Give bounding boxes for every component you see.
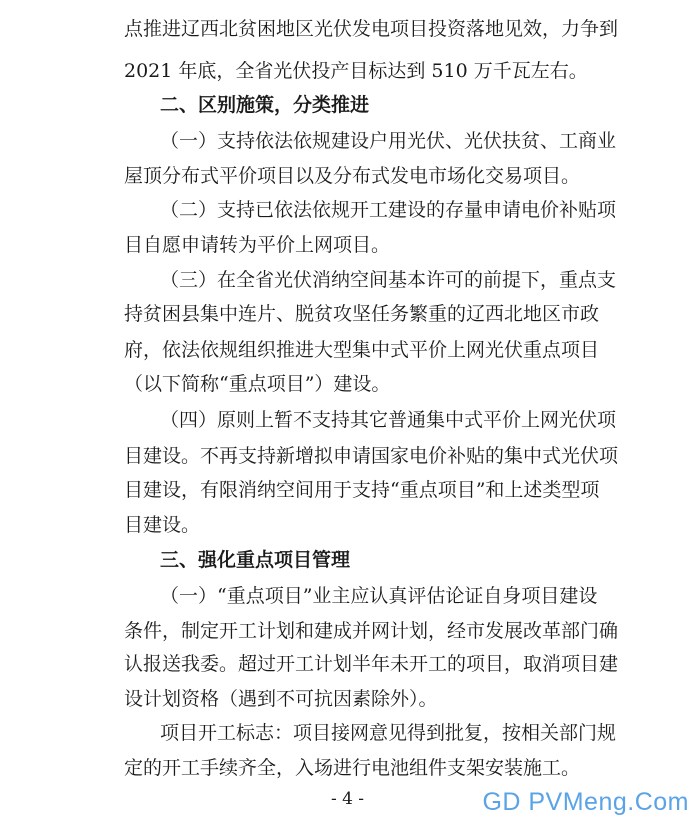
paragraph-line: 条件，制定开工计划和建成并网计划，经市发展改革部门确 xyxy=(124,620,619,642)
section-heading: 三、强化重点项目管理 xyxy=(160,549,351,571)
paragraph-line: （以下简称“重点项目”）建设。 xyxy=(124,373,391,395)
paragraph-line: 设计划资格（遇到不可抗因素除外）。 xyxy=(124,688,438,710)
paragraph-line: （一）支持依法依规建设户用光伏、光伏扶贫、工商业 xyxy=(160,130,617,152)
paragraph-line: 项目开工标志：项目接网意见得到批复，按相关部门规 xyxy=(160,722,617,744)
paragraph-line: （三）在全省光伏消纳空间基本许可的前提下，重点支 xyxy=(160,269,617,291)
paragraph-line: 屋顶分布式平价项目以及分布式发电市场化交易项目。 xyxy=(124,165,581,187)
paragraph-line: 2021 年底，全省光伏投产目标达到 510 万千瓦左右。 xyxy=(124,60,588,82)
paragraph-line: （二）支持已依法依规开工建设的存量申请电价补贴项 xyxy=(160,199,617,221)
watermark-text: GD PVMeng.Com xyxy=(482,788,689,816)
page-number: - 4 - xyxy=(330,789,365,809)
paragraph-line: 目自愿申请转为平价上网项目。 xyxy=(124,234,391,256)
paragraph-line: 点推进辽西北贫困地区光伏发电项目投资落地见效，力争到 xyxy=(124,18,619,40)
paragraph-line: 目建设。不再支持新增拟申请国家电价补贴的集中式光伏项 xyxy=(124,445,619,467)
paragraph-line: 定的开工手续齐全，入场进行电池组件支架安装施工。 xyxy=(124,757,581,779)
paragraph-line: 府，依法依规组织推进大型集中式平价上网光伏重点项目 xyxy=(124,339,600,361)
paragraph-line: （一）“重点项目”业主应认真评估论证自身项目建设 xyxy=(160,585,598,607)
paragraph-line: 认报送我委。超过开工计划半年未开工的项目，取消项目建 xyxy=(124,653,619,675)
section-heading: 二、区别施策，分类推进 xyxy=(160,94,370,116)
paragraph-line: 目建设，有限消纳空间用于支持“重点项目”和上述类型项 xyxy=(124,479,600,501)
paragraph-line: （四）原则上暂不支持其它普通集中式平价上网光伏项 xyxy=(160,409,617,431)
paragraph-line: 目建设。 xyxy=(124,514,201,536)
paragraph-line: 持贫困县集中连片、脱贫攻坚任务繁重的辽西北地区市政 xyxy=(124,303,600,325)
